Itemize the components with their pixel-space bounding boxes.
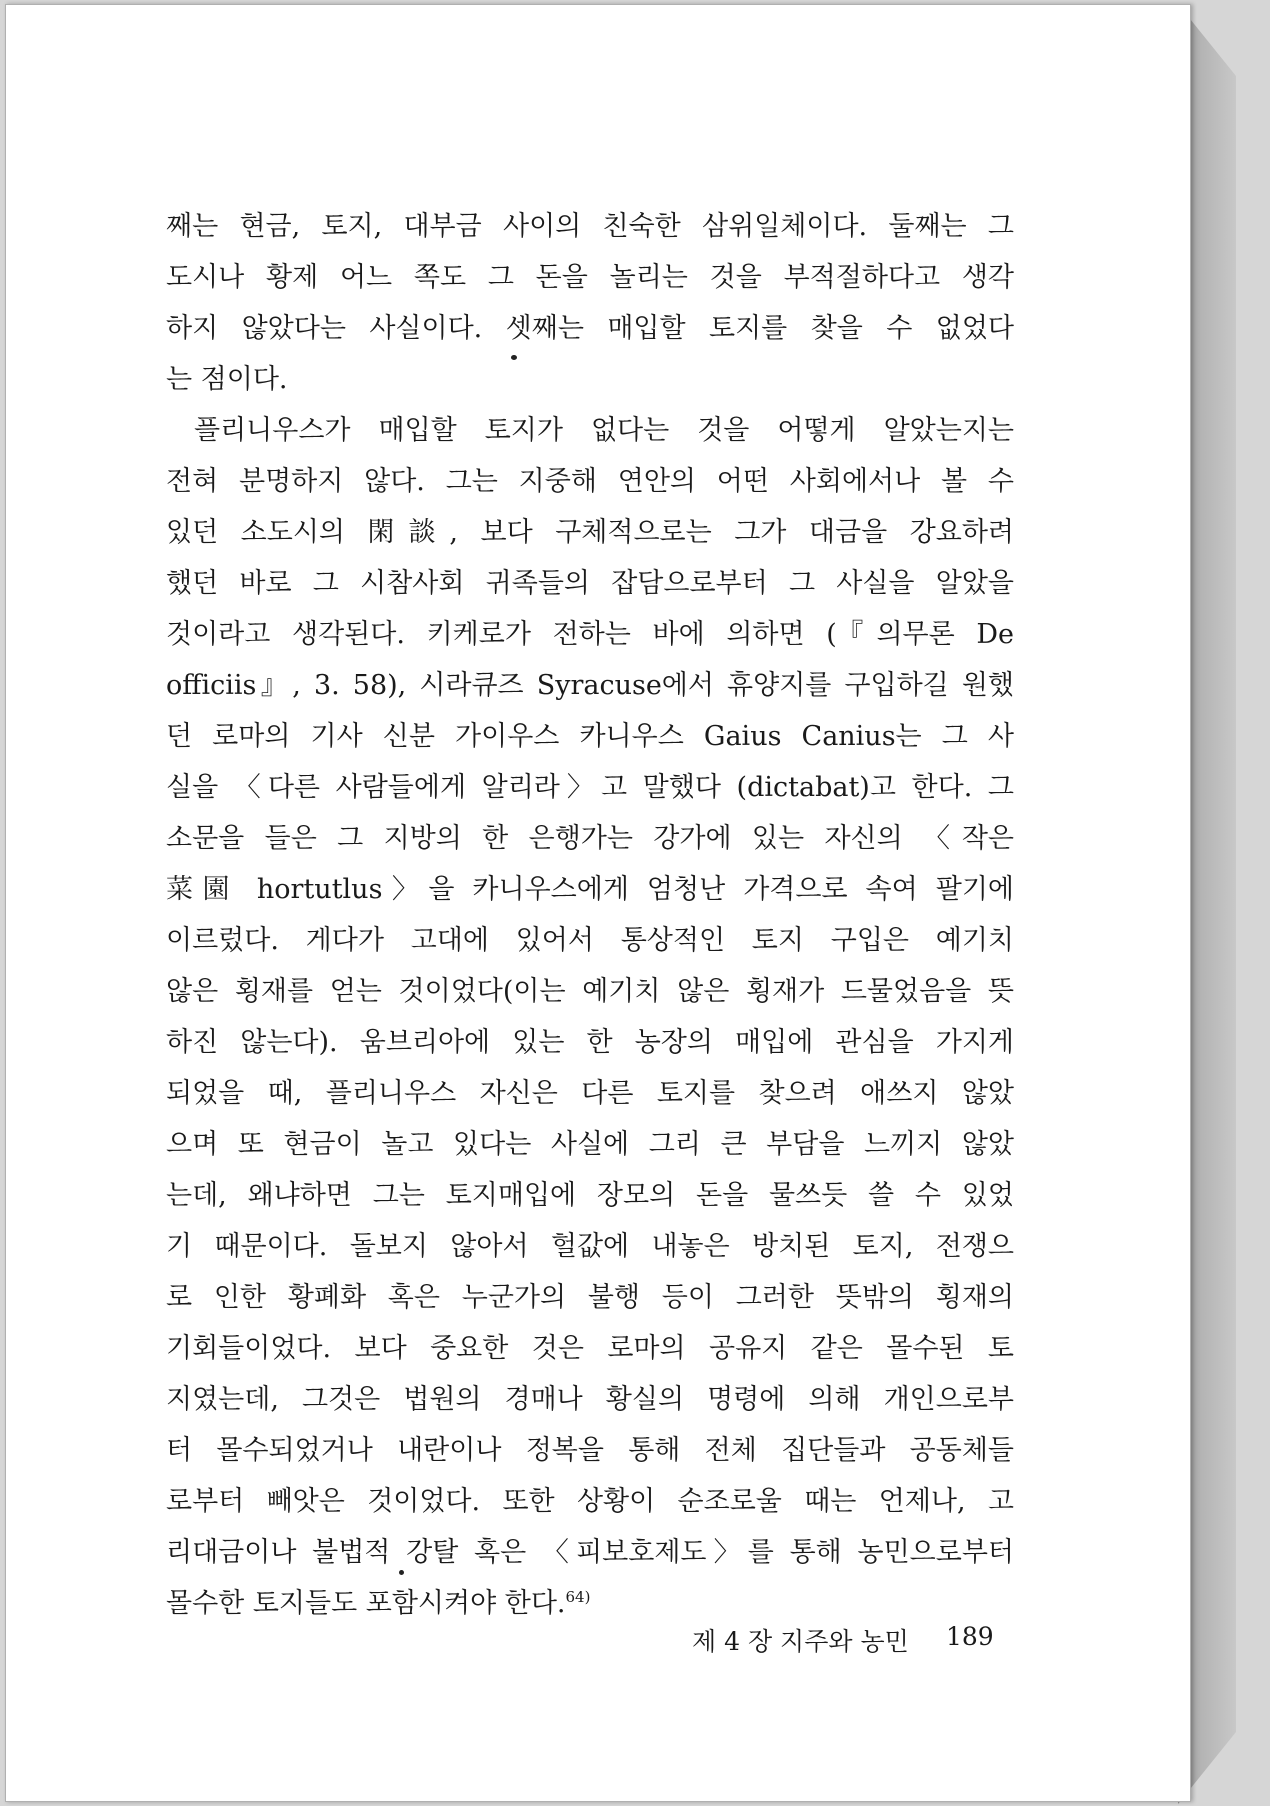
print-speck — [511, 355, 517, 360]
text-line: 로부터 빼앗은 것이었다. 또한 상황이 순조로울 때는 언제나, 고 — [166, 1486, 1014, 1517]
text-line: 菜園 hortutlus〉을 카니우스에게 엄청난 가격으로 속여 팔기에 — [166, 874, 1014, 905]
text-line: 기 때문이다. 돌보지 않아서 헐값에 내놓은 방치된 토지, 전쟁으 — [166, 1231, 1014, 1262]
text-line: 지였는데, 그것은 법원의 경매나 황실의 명령에 의해 개인으로부 — [166, 1384, 1014, 1415]
body-text — [166, 201, 1014, 1629]
text-line: 하지 않았다는 사실이다. 셋째는 매입할 토지를 찾을 수 없었다 — [166, 313, 1014, 344]
text-line: 전혀 분명하지 않다. 그는 지중해 연안의 어떤 사회에서나 볼 수 — [166, 466, 1014, 497]
text-line: 것이라고 생각된다. 키케로가 전하는 바에 의하면 (『의무론 De — [166, 619, 1014, 650]
final-line-text: 몰수한 토지들도 포함시켜야 한다. — [166, 1588, 566, 1619]
page-number: 189 — [946, 1622, 994, 1651]
text-line: 하진 않는다). 움브리아에 있는 한 농장의 매입에 관심을 가지게 — [166, 1027, 1014, 1058]
text-line: officiis』, 3. 58), 시라큐즈 Syracuse에서 휴양지를 구입하길 원했 — [166, 670, 1014, 701]
text-line: 플리니우스가 매입할 토지가 없다는 것을 어떻게 알았는지는 — [194, 415, 1014, 446]
text-line: 도시나 황제 어느 쪽도 그 돈을 놀리는 것을 부적절하다고 생각 — [166, 262, 1014, 293]
text-line: 터 몰수되었거나 내란이나 정복을 통해 전체 집단들과 공동체들 — [166, 1435, 1014, 1466]
running-head: 제 4 장 지주와 농민 — [692, 1627, 909, 1656]
text-line: 로 인한 황폐화 혹은 누군가의 불행 등이 그러한 뜻밖의 횡재의 — [166, 1282, 1014, 1313]
text-line: 던 로마의 기사 신분 가이우스 카니우스 Gaius Canius는 그 사 — [166, 721, 1014, 752]
text-line: 째는 현금, 토지, 대부금 사이의 친숙한 삼위일체이다. 둘째는 그 — [166, 211, 1014, 242]
text-line: 않은 횡재를 얻는 것이었다(이는 예기치 않은 횡재가 드물었음을 뜻 — [166, 976, 1014, 1007]
text-line: 는데, 왜냐하면 그는 토지매입에 장모의 돈을 물쓰듯 쓸 수 있었 — [166, 1180, 1014, 1211]
text-line: 되었을 때, 플리니우스 자신은 다른 토지를 찾으려 애쓰지 않았 — [166, 1078, 1014, 1109]
text-line: 는 점이다. — [166, 364, 288, 395]
footnote-reference[interactable]: 64) — [565, 1588, 591, 1606]
print-speck — [399, 1570, 404, 1575]
book-page — [5, 4, 1191, 1802]
text-line: 으며 또 현금이 놀고 있다는 사실에 그리 큰 부담을 느끼지 않았 — [166, 1129, 1014, 1160]
text-line: 실을 〈다른 사람들에게 알리라〉고 말했다 (dictabat)고 한다. 그 — [166, 772, 1014, 803]
text-line: 소문을 들은 그 지방의 한 은행가는 강가에 있는 자신의 〈작은 — [166, 823, 1014, 854]
text-line: 있던 소도시의 閑談, 보다 구체적으로는 그가 대금을 강요하려 — [166, 517, 1014, 548]
text-line: 리대금이나 불법적 강탈 혹은 〈피보호제도〉를 통해 농민으로부터 — [166, 1537, 1014, 1568]
text-line: 기회들이었다. 보다 중요한 것은 로마의 공유지 같은 몰수된 토 — [166, 1333, 1014, 1364]
text-line: 했던 바로 그 시참사회 귀족들의 잡담으로부터 그 사실을 알았을 — [166, 568, 1014, 599]
text-line: 이르렀다. 게다가 고대에 있어서 통상적인 토지 구입은 예기치 — [166, 925, 1014, 956]
